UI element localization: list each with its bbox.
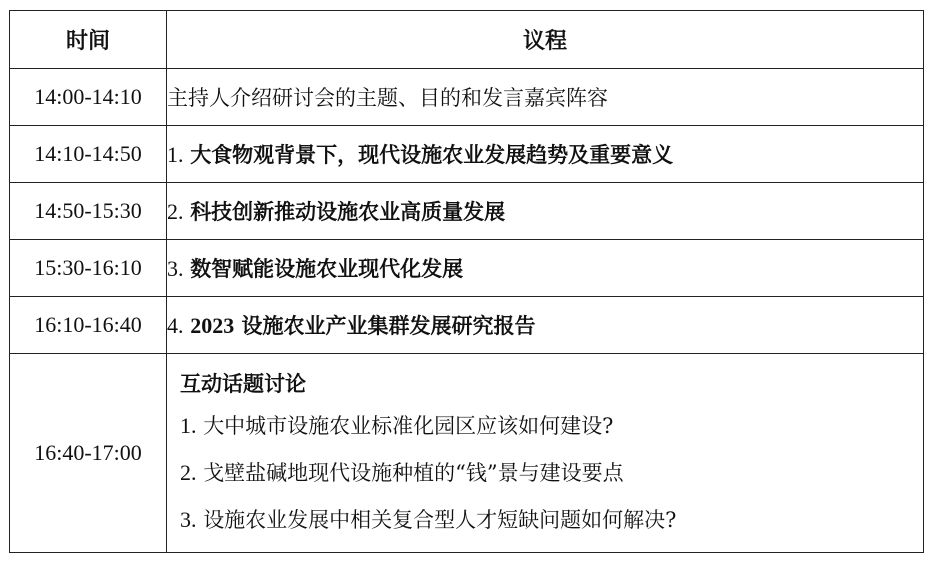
discussion-cell [167,354,924,553]
item-number: 1. [167,142,184,167]
agenda-item [167,126,924,183]
time-cell: 14:10-14:50 [10,126,167,183]
table-row [10,183,924,240]
item-number: 4. [167,313,184,338]
agenda-column-header: 议程 [167,11,924,69]
topic-number: 2. [180,459,197,485]
time-cell: 14:00-14:10 [10,69,167,126]
time-cell: 16:10-16:40 [10,297,167,354]
item-title: 设施农业产业集群发展研究报告 [234,313,536,338]
time-cell: 14:50-15:30 [10,183,167,240]
table-row [10,126,924,183]
topic-text: 大中城市设施农业标准化园区应该如何建设? [203,413,614,438]
agenda-item [167,240,924,297]
discussion-title: 互动话题讨论 [180,370,306,396]
time-cell: 16:40-17:00 [10,354,167,553]
item-title: 数智赋能设施农业现代化发展 [190,256,464,281]
discussion-topic [180,449,923,496]
time-column-header: 时间 [10,11,167,69]
agenda-item: 主持人介绍研讨会的主题、目的和发言嘉宾阵容 [167,69,924,126]
item-title: 大食物观背景下，现代设施农业发展趋势及重要意义 [190,142,674,167]
header-row [10,11,924,69]
item-title: 科技创新推动设施农业高质量发展 [190,199,506,224]
item-year: 2023 [190,313,235,338]
discussion-topic [180,496,923,543]
table-row [10,240,924,297]
time-cell: 15:30-16:10 [10,240,167,297]
table-row [10,69,924,126]
item-number: 2. [167,199,184,224]
agenda-table [9,10,924,553]
topic-text: 戈壁盐碱地现代设施种植的“钱”景与建设要点 [203,460,624,485]
agenda-item [167,297,924,354]
topic-number: 3. [180,506,197,532]
table-row [10,297,924,354]
table-row [10,354,924,553]
item-number: 3. [167,256,184,281]
topic-number: 1. [180,412,197,438]
agenda-item [167,183,924,240]
topic-text: 设施农业发展中相关复合型人才短缺问题如何解决? [203,507,677,532]
discussion-topic [180,402,923,449]
